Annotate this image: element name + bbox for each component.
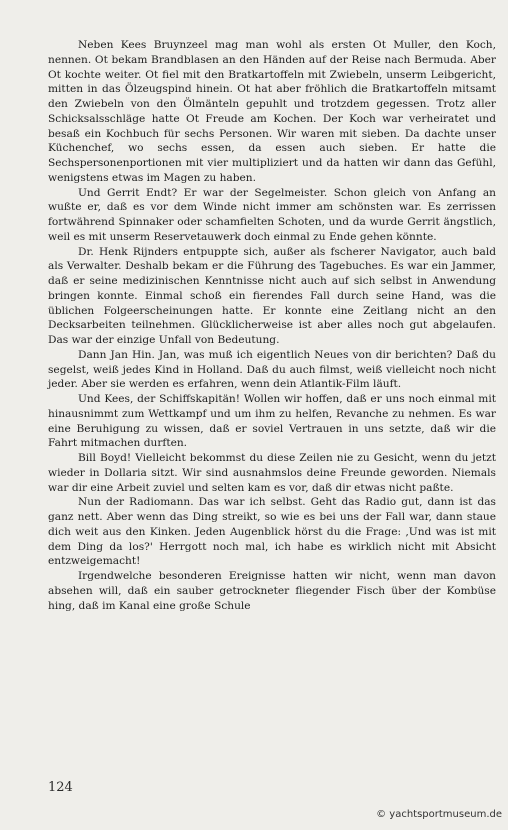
paragraph-1: Neben Kees Bruynzeel mag man wohl als ersten Ot Muller, den Koch, nennen. Ot bekam Brandblasen an den Händen auf der Reise nach Bermuda. Aber Ot kochte weiter. Ot fiel mit den Bratkartoffeln mit Zwiebeln, unserm Leibgericht, mitten in das Ölzeugspind hinein. Ot hat aber fröhlich die Bratkartoffeln mitsamt den Zwiebeln von den Ölmänteln gepuhlt und trotzdem gegessen. Trotz aller Schicksalsschläge hatte Ot Freude am Kochen. Der Koch war verheiratet und besaß ein Kochbuch für sechs Personen. Wir waren mit sieben. Da dachte unser Küchenchef, wo sechs essen, da essen auch sieben. Er hatte die Sechspersonenportionen mit vier multipliziert und da hatten wir dann das Gefühl, wenigstens etwas im Magen zu haben. <box>48 39 496 184</box>
paragraph-8: Irgendwelche besonderen Ereignisse hatten wir nicht, wenn man davon absehen will, daß ein sauber getrockneter fliegender Fisch über der Kombüse hing, daß im Kanal eine große Schule <box>48 570 496 612</box>
paragraph-6: Bill Boyd! Vielleicht bekommst du diese Zeilen nie zu Gesicht, wenn du jetzt wieder in Dollaria sitzt. Wir sind ausnahmslos deine Freunde geworden. Niemals war dir eine Arbeit zuviel und selten kam es vor, daß dir etwas nicht paßte. <box>48 452 496 494</box>
paragraph-3: Dr. Henk Rijnders entpuppte sich, außer als fscherer Navigator, auch bald als Verwalter. Deshalb bekam er die Führung des Tagebuches. Es war ein Jammer, daß er seine medizinischen Kenntnisse nicht auch auf sich selbst in Anwendung bringen konnte. Einmal schoß ein fierendes Fall durch seine Hand, was die üblichen Folgeerscheinungen hatte. Er konnte eine Zeitlang nicht an den Decksarbeiten teilnehmen. Glücklicherweise ist aber alles noch gut abgelaufen. Das war der einzige Unfall von Bedeutung. <box>48 245 496 346</box>
paragraph-5: Und Kees, der Schiffskapitän! Wollen wir hoffen, daß er uns noch einmal mit hinausnimmt zum Wettkampf und um ihm zu helfen, Revanche zu nehmen. Es war eine Beruhigung zu wissen, daß er soviel Vertrauen in uns setzte, daß wir die Fahrt mitmachen durften. <box>48 393 496 450</box>
paragraph-7: Nun der Radiomann. Das war ich selbst. Geht das Radio gut, dann ist das ganz nett. Aber wenn das Ding streikt, so wie es bei uns der Fall war, dann staue dich weit aus den Kinken. Jeden Augenblick hörst du die Frage: ‚Und was ist mit dem Ding da los?' Herrgott noch mal, ich habe es wirklich nicht mit Absicht entzweigemacht! <box>48 496 496 568</box>
page-number: 124 <box>48 780 73 795</box>
paragraph-4: Dann Jan Hin. Jan, was muß ich eigentlich Neues von dir berichten? Daß du segelst, weiß jedes Kind in Holland. Daß du auch filmst, weiß vielleicht noch nicht jeder. Aber sie werden es erfahren, wenn dein Atlantik-Film läuft. <box>48 348 496 391</box>
paragraph-2: Und Gerrit Endt? Er war der Segelmeister. Schon gleich von Anfang an wußte er, daß es vor dem Winde nicht immer am schönsten war. Es zerrissen fortwährend Spinnaker oder schamfielten Schoten, und da wurde Gerrit ängstlich, weil es mit unserm Reservetauwerk doch einmal zu Ende gehen könnte. <box>48 186 496 243</box>
body-text <box>48 38 496 613</box>
watermark <box>376 809 502 820</box>
watermark-text: © yachtsportmuseum.de <box>376 809 502 820</box>
